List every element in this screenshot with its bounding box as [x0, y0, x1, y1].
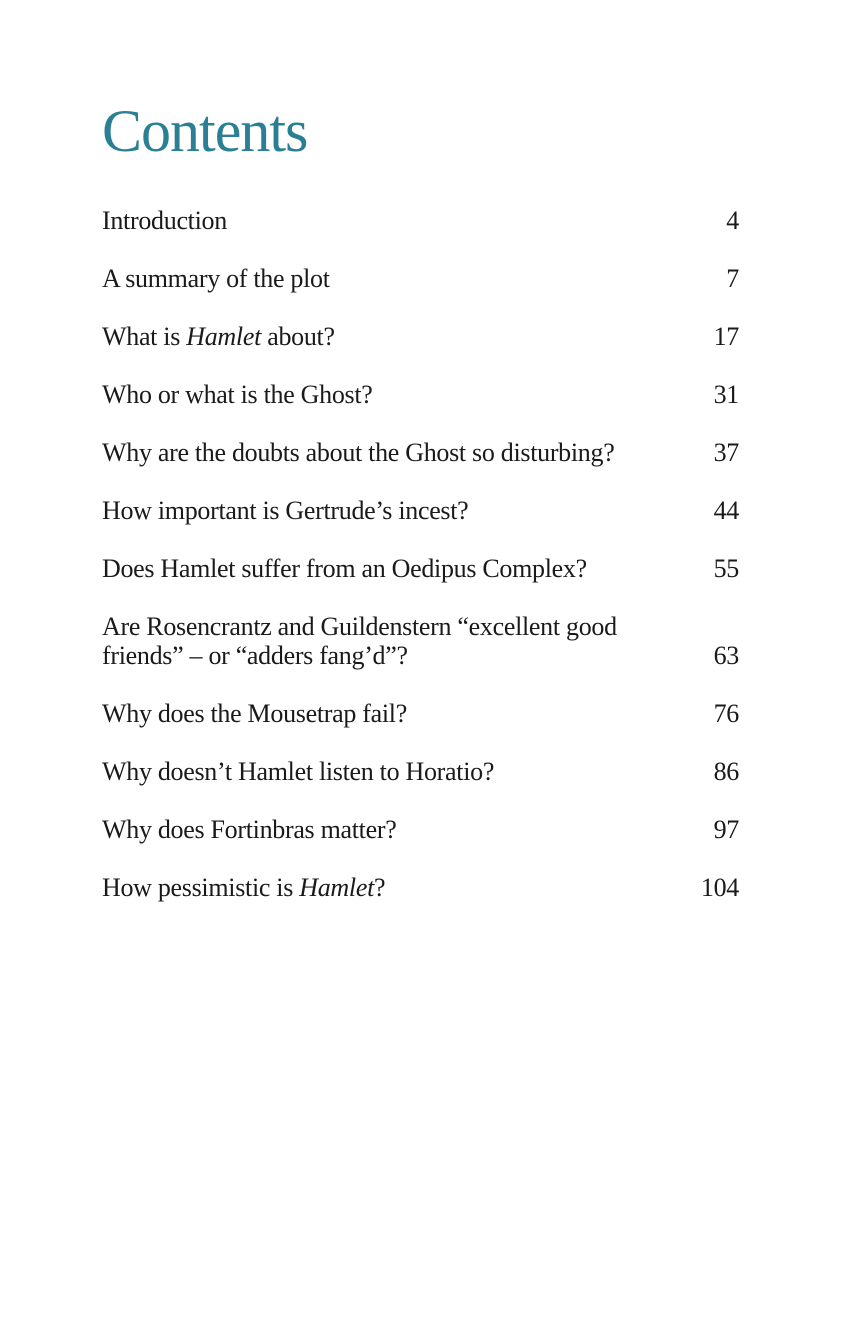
toc-entry[interactable] [102, 264, 739, 293]
toc-entry-title [102, 264, 622, 293]
toc-entry[interactable] [102, 496, 739, 525]
toc-entry-page-number: 4 [726, 206, 739, 235]
toc-entry-title-italic: Hamlet [299, 873, 374, 902]
toc-entry-title-text: Why does Fortinbras matter? [102, 815, 397, 844]
toc-entry[interactable] [102, 699, 739, 728]
toc-entry-title-text: Why are the doubts about the Ghost so disturbing? [102, 438, 615, 467]
toc-entry-page-number: 63 [713, 641, 739, 670]
page-title: Contents [102, 98, 308, 164]
toc-entry-title [102, 873, 622, 902]
toc-entry-title [102, 322, 622, 351]
toc-entry-title-italic: Hamlet [186, 322, 261, 351]
toc-entry-title-text: A summary of the plot [102, 264, 330, 293]
toc-entry[interactable] [102, 380, 739, 409]
toc-entry-title-text: Why does the Mousetrap fail? [102, 699, 407, 728]
toc-entry-page-number: 86 [713, 757, 739, 786]
toc-entry-page-number: 37 [713, 438, 739, 467]
toc-entry-page-number: 97 [713, 815, 739, 844]
toc-entry-title [102, 496, 622, 525]
toc-entry-title-text: Are Rosencrantz and Guildenstern “excellent good friends” – or “adders fang’d”? [102, 612, 617, 670]
table-of-contents [102, 206, 739, 931]
toc-entry-title-text: Does Hamlet suffer from an Oedipus Complex? [102, 554, 587, 583]
toc-entry-title [102, 438, 622, 467]
toc-entry-title [102, 554, 622, 583]
toc-entry-title [102, 757, 622, 786]
toc-entry-page-number: 31 [713, 380, 739, 409]
toc-entry-page-number: 17 [713, 322, 739, 351]
toc-entry-title-text: How important is Gertrude’s incest? [102, 496, 469, 525]
toc-entry-title [102, 206, 622, 235]
toc-entry-page-number: 44 [713, 496, 739, 525]
toc-entry-title [102, 699, 622, 728]
toc-entry-title-text: about? [261, 322, 335, 351]
toc-entry-title-text: Who or what is the Ghost? [102, 380, 373, 409]
toc-entry-title [102, 380, 622, 409]
toc-entry-page-number: 7 [726, 264, 739, 293]
toc-entry[interactable] [102, 554, 739, 583]
toc-entry-title-text: Why doesn’t Hamlet listen to Horatio? [102, 757, 495, 786]
toc-entry-title-text: What is [102, 322, 187, 351]
toc-entry-title [102, 815, 622, 844]
toc-entry[interactable] [102, 815, 739, 844]
toc-entry[interactable] [102, 322, 739, 351]
toc-entry-title-text: Introduction [102, 206, 227, 235]
toc-entry-title-text: How pessimistic is [102, 873, 300, 902]
toc-entry[interactable] [102, 757, 739, 786]
toc-entry[interactable] [102, 206, 739, 235]
toc-entry-page-number: 104 [700, 873, 739, 902]
toc-entry[interactable] [102, 438, 739, 467]
toc-entry[interactable] [102, 612, 739, 670]
toc-entry[interactable] [102, 873, 739, 902]
toc-entry-title-text: ? [374, 873, 386, 902]
toc-entry-page-number: 76 [713, 699, 739, 728]
toc-entry-title [102, 612, 622, 670]
toc-entry-page-number: 55 [713, 554, 739, 583]
